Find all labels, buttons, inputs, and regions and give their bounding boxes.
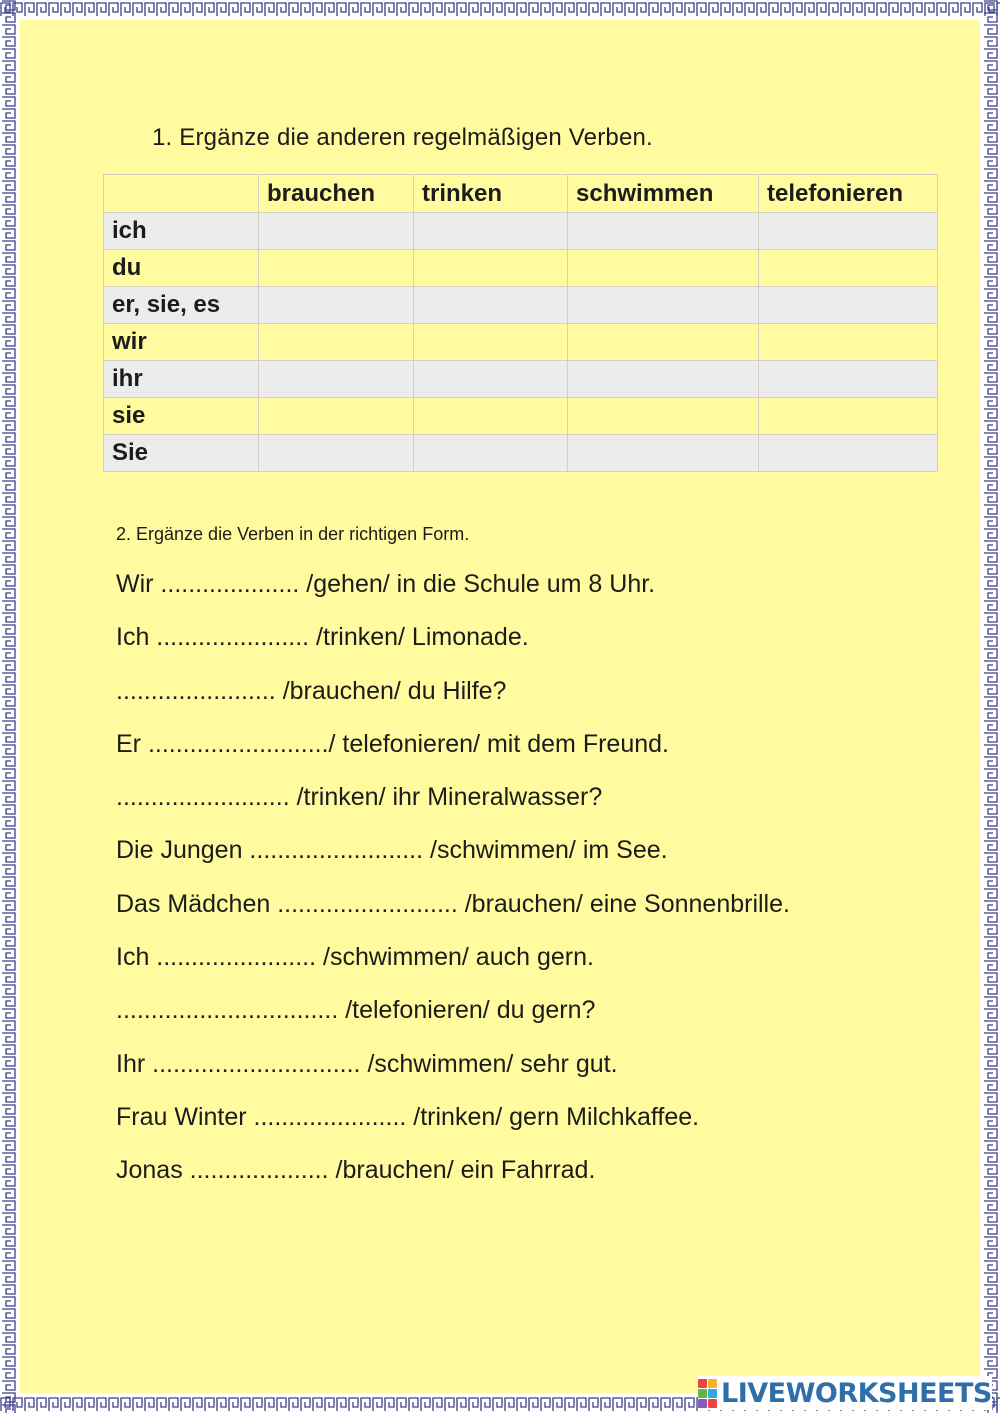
table-row — [104, 435, 938, 472]
answer-cell[interactable] — [759, 435, 938, 472]
table-row — [104, 361, 938, 398]
decorative-border-top — [0, 0, 1000, 18]
table-header-row — [104, 175, 938, 213]
answer-cell[interactable] — [414, 324, 568, 361]
answer-cell[interactable] — [259, 398, 414, 435]
answer-cell[interactable] — [259, 435, 414, 472]
task1-heading: 1. Ergänze die anderen regelmäßigen Verben. — [152, 124, 653, 151]
answer-cell[interactable] — [259, 361, 414, 398]
answer-cell[interactable] — [568, 324, 759, 361]
logo-blocks-icon — [698, 1379, 717, 1408]
answer-cell[interactable] — [414, 287, 568, 324]
pronoun-cell: sie — [104, 398, 259, 435]
answer-cell[interactable] — [259, 250, 414, 287]
table-row — [104, 250, 938, 287]
answer-cell[interactable] — [414, 398, 568, 435]
sentence-list — [116, 568, 790, 1208]
decorative-border-right — [982, 0, 1000, 1413]
answer-cell[interactable] — [568, 398, 759, 435]
answer-cell[interactable] — [568, 361, 759, 398]
table-row — [104, 324, 938, 361]
sentence-item[interactable]: Ich ...................... /trinken/ Limonade. — [116, 623, 529, 652]
sentence-item[interactable]: Er ........................../ telefonieren/ mit dem Freund. — [116, 729, 669, 758]
answer-cell[interactable] — [759, 287, 938, 324]
table-row — [104, 287, 938, 324]
pronoun-cell: er, sie, es — [104, 287, 259, 324]
answer-cell[interactable] — [568, 250, 759, 287]
liveworksheets-logo — [698, 1376, 992, 1410]
sentence-item[interactable]: Ihr .............................. /schwimmen/ sehr gut. — [116, 1049, 618, 1078]
pronoun-cell: Sie — [104, 435, 259, 472]
sentence-item[interactable]: Das Mädchen .......................... /brauchen/ eine Sonnenbrille. — [116, 889, 790, 918]
answer-cell[interactable] — [259, 324, 414, 361]
answer-cell[interactable] — [568, 435, 759, 472]
table-row — [104, 213, 938, 250]
answer-cell[interactable] — [259, 287, 414, 324]
task2-heading: 2. Ergänze die Verben in der richtigen Form. — [116, 524, 470, 544]
answer-cell[interactable] — [759, 250, 938, 287]
table-row — [104, 398, 938, 435]
answer-cell[interactable] — [414, 361, 568, 398]
pronoun-cell: wir — [104, 324, 259, 361]
answer-cell[interactable] — [759, 361, 938, 398]
answer-cell[interactable] — [414, 435, 568, 472]
conjugation-table — [103, 174, 938, 472]
sentence-item[interactable]: Jonas .................... /brauchen/ ein Fahrrad. — [116, 1156, 596, 1185]
table-header-telefonieren: telefonieren — [759, 175, 938, 213]
answer-cell[interactable] — [568, 213, 759, 250]
sentence-item[interactable]: Ich ....................... /schwimmen/ auch gern. — [116, 943, 594, 972]
sentence-item[interactable]: ......................... /trinken/ ihr Mineralwasser? — [116, 783, 603, 812]
pronoun-cell: ihr — [104, 361, 259, 398]
logo-text: LIVEWORKSHEETS — [721, 1377, 992, 1409]
table-header-brauchen: brauchen — [259, 175, 414, 213]
answer-cell[interactable] — [259, 213, 414, 250]
answer-cell[interactable] — [414, 250, 568, 287]
answer-cell[interactable] — [759, 213, 938, 250]
decorative-border-left — [0, 0, 18, 1413]
sentence-item[interactable]: ................................ /telefonieren/ du gern? — [116, 996, 596, 1025]
sentence-item[interactable]: Die Jungen ......................... /schwimmen/ im See. — [116, 836, 668, 865]
table-header-trinken: trinken — [414, 175, 568, 213]
pronoun-cell: du — [104, 250, 259, 287]
table-header-schwimmen: schwimmen — [568, 175, 759, 213]
answer-cell[interactable] — [414, 213, 568, 250]
sentence-item[interactable]: Wir .................... /gehen/ in die Schule um 8 Uhr. — [116, 570, 656, 598]
sentence-item[interactable]: Frau Winter ...................... /trinken/ gern Milchkaffee. — [116, 1102, 700, 1131]
pronoun-cell: ich — [104, 213, 259, 250]
answer-cell[interactable] — [568, 287, 759, 324]
answer-cell[interactable] — [759, 324, 938, 361]
answer-cell[interactable] — [759, 398, 938, 435]
sentence-item[interactable]: ....................... /brauchen/ du Hilfe? — [116, 676, 507, 705]
table-header-corner — [104, 175, 259, 213]
